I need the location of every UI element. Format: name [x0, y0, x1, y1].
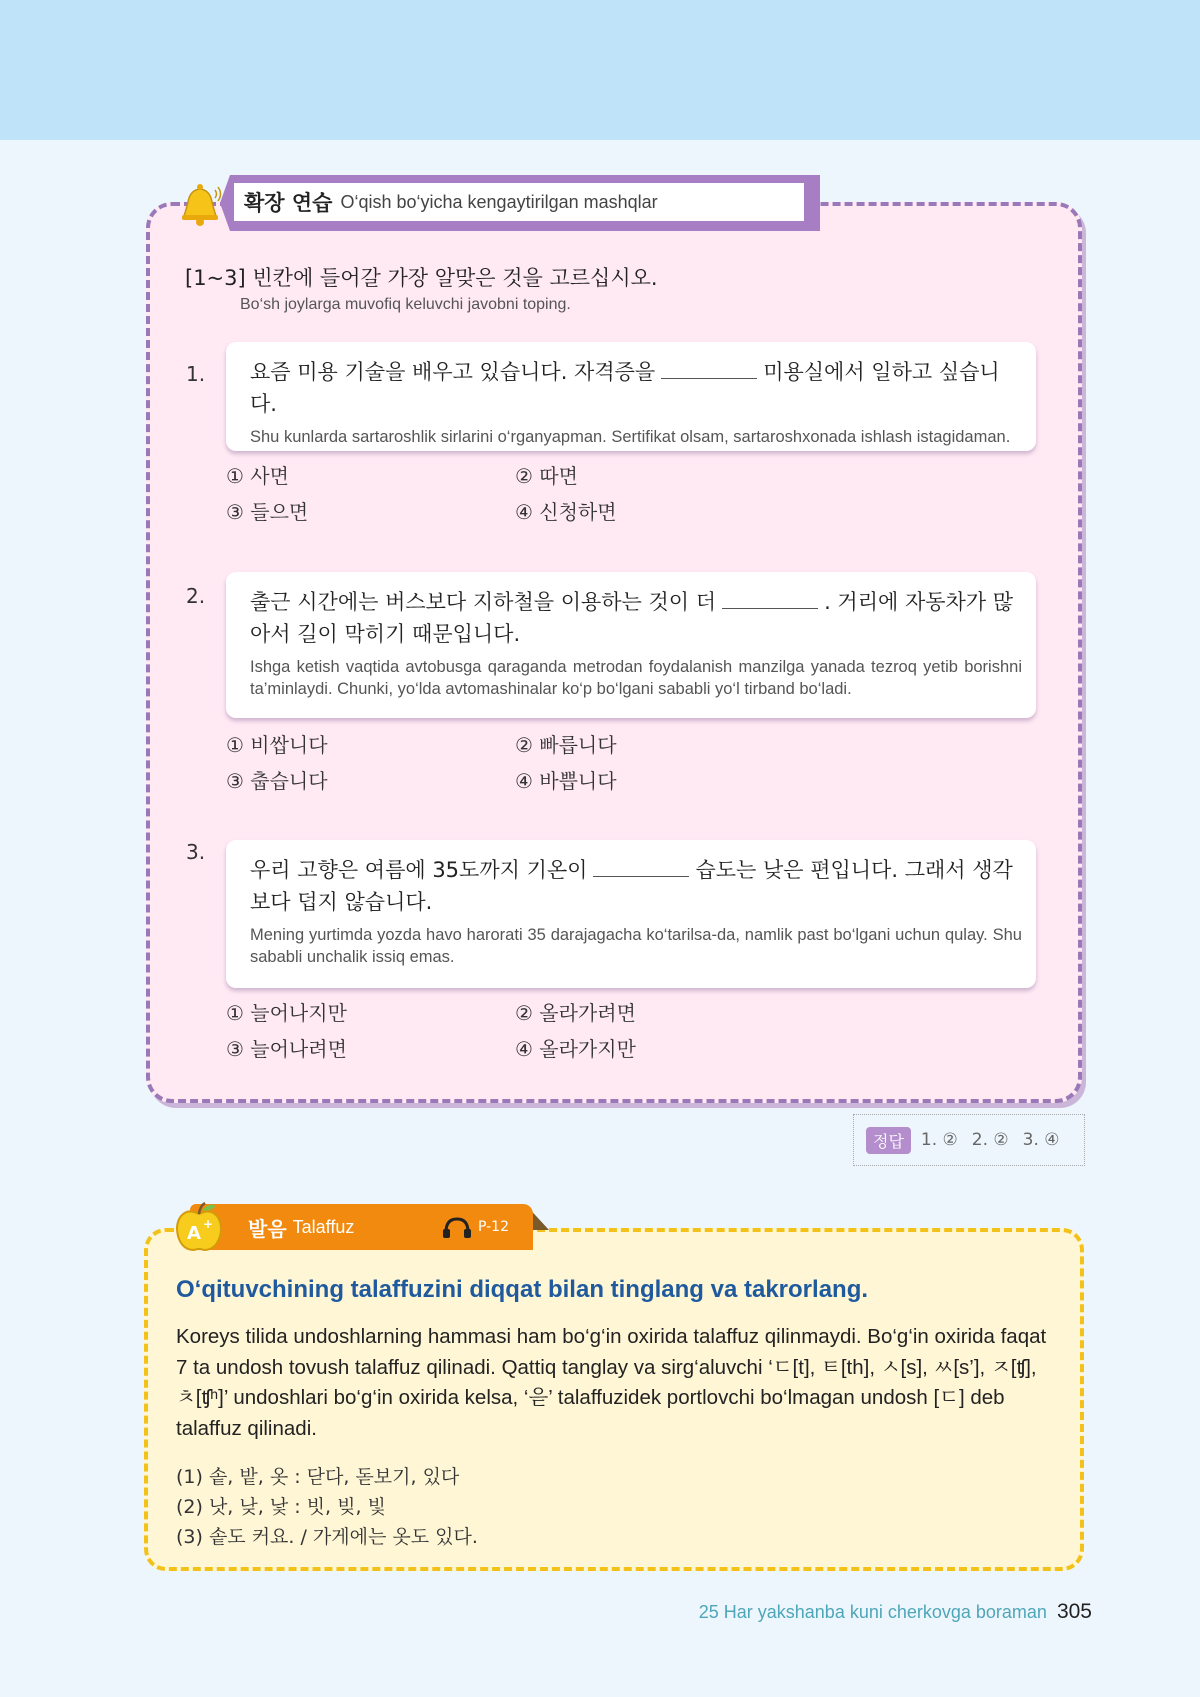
question-text-ko: 출근 시간에는 버스보다 지하철을 이용하는 것이 더 . 거리에 자동차가 많아서 길이 막히기 때문입니다.	[250, 590, 1014, 646]
question-number: 3.	[186, 840, 206, 864]
exercise-title-ko: 확장 연습	[244, 191, 333, 215]
bell-icon	[178, 180, 222, 228]
svg-text:A: A	[187, 1223, 201, 1244]
question-text-ko: 요즘 미용 기술을 배우고 있습니다. 자격증을 미용실에서 일하고 싶습니다.	[250, 360, 1000, 416]
option[interactable]: ③ 춥습니다	[226, 769, 328, 793]
question-text-uz: Ishga ketish vaqtida avtobusga qaraganda metrodan foydalanish manzilga yanada tezroq yetib borishni ta’minlaydi. Chunki, yo‘lda avtomashinalar ko‘p bo‘lgani sababli yo‘l tirband bo‘ladi.	[250, 658, 1022, 698]
question-card	[226, 342, 1036, 451]
question-card	[226, 572, 1036, 718]
answer-blank	[722, 590, 818, 609]
question-text-ko: 우리 고향은 여름에 35도까지 기온이 습도는 낮은 편입니다. 그래서 생각보다 덥지 않습니다.	[250, 858, 1013, 914]
option[interactable]: ② 올라가려면	[515, 1001, 636, 1025]
top-banner	[0, 0, 1200, 140]
answer-key	[853, 1114, 1085, 1166]
headphones-icon	[442, 1216, 472, 1238]
answer-blank	[593, 858, 689, 877]
option[interactable]: ① 비쌉니다	[226, 733, 328, 757]
option[interactable]: ③ 들으면	[226, 500, 309, 524]
option[interactable]: ① 사면	[226, 464, 289, 488]
option[interactable]: ④ 올라가지만	[515, 1037, 636, 1061]
chapter-title: 25 Har yakshanba kuni cherkovga boraman	[698, 1602, 1047, 1622]
question-number: 2.	[186, 584, 206, 608]
example-line: (2) 낫, 낮, 낯 : 빗, 빚, 빛	[176, 1496, 386, 1518]
svg-text:+: +	[203, 1217, 214, 1231]
track-label: P-12	[478, 1219, 510, 1235]
question-number: 1.	[186, 362, 206, 386]
page-footer	[699, 1600, 1092, 1624]
pronunciation-title-ko: 발음	[248, 1216, 287, 1241]
option[interactable]: ② 따면	[515, 464, 578, 488]
instruction-uz: Bo‘sh joylarga muvofiq keluvchi javobni toping.	[240, 296, 571, 313]
option[interactable]: ④ 바쁩니다	[515, 769, 617, 793]
option[interactable]: ③ 늘어나려면	[226, 1037, 347, 1061]
option[interactable]: ② 빠릅니다	[515, 733, 617, 757]
answer-value: 1. ②	[920, 1130, 958, 1150]
question-text-uz: Mening yurtimda yozda havo harorati 35 darajagacha ko‘tarilsa-da, namlik past bo‘lgani uchun qulay. Shu sababli unchalik issiq emas.	[250, 926, 1022, 966]
answer-label: 정답	[866, 1127, 911, 1154]
question-text-uz: Shu kunlarda sartaroshlik sirlarini o‘rganyapman. Sertifikat olsam, sartaroshxonada ishlash istagidaman.	[250, 428, 1011, 446]
exercise-title-uz: O‘qish bo‘yicha kengaytirilgan mashqlar	[340, 191, 658, 212]
answer-value: 2. ②	[971, 1130, 1009, 1150]
option[interactable]: ④ 신청하면	[515, 500, 617, 524]
example-line: (3) 솥도 커요. / 가게에는 옷도 있다.	[176, 1526, 478, 1548]
answer-value: 3. ④	[1022, 1130, 1060, 1150]
page-number: 305	[1056, 1600, 1092, 1623]
instruction-ko: [1~3] 빈칸에 들어갈 가장 알맞은 것을 고르십시오.	[185, 266, 658, 290]
audio-track[interactable]	[442, 1216, 509, 1238]
apple-grade-icon	[174, 1200, 224, 1254]
pronunciation-header	[190, 1204, 533, 1250]
pronunciation-explanation: Koreys tilida undoshlarning hammasi ham bo‘g‘in oxirida talaffuz qilinmaydi. Bo‘g‘in oxirida faqat 7 ta undosh tovush talaffuz qilinadi. Qattiq tanglay va sirg‘aluvchi ‘ㄷ[t], ㅌ[th], ㅅ[s], ㅆ[s’], ㅈ[ʧ], ㅊ[ʧʰ]’ undoshlari bo‘g‘in oxirida kelsa, ‘읃’ talaffuzidek portlovchi bo‘lmagan undosh [ㄷ] deb talaffuz qilinadi.	[176, 1325, 1047, 1440]
pronunciation-title-uz: Talaffuz	[292, 1216, 355, 1237]
question-card	[226, 840, 1036, 988]
exercise-header	[220, 175, 820, 231]
pronunciation-heading: O‘qituvchining talaffuzini diqqat bilan tinglang va takrorlang.	[176, 1276, 869, 1303]
option[interactable]: ① 늘어나지만	[226, 1001, 347, 1025]
answer-blank	[661, 360, 757, 379]
example-line: (1) 솥, 밭, 옷 : 닫다, 돋보기, 있다	[176, 1466, 460, 1488]
